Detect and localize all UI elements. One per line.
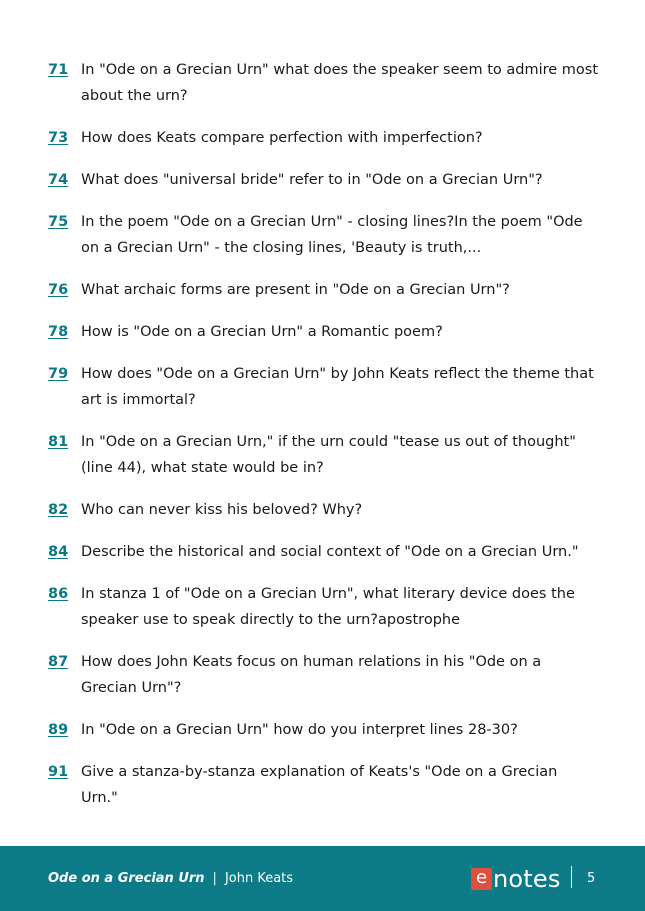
question-number-link[interactable]: 91 xyxy=(48,764,69,780)
question-text: In stanza 1 of "Ode on a Grecian Urn", what literary device does the speaker use to speak directly to the urn?apostrophe xyxy=(81,586,575,628)
question-item xyxy=(48,539,598,565)
question-number-link[interactable]: 82 xyxy=(48,502,69,518)
question-number-link[interactable]: 71 xyxy=(48,62,69,78)
question-number-link[interactable]: 81 xyxy=(48,434,69,450)
question-number-link[interactable]: 73 xyxy=(48,130,69,146)
question-number-link[interactable]: 76 xyxy=(48,282,69,298)
question-item xyxy=(48,581,598,633)
question-text: In "Ode on a Grecian Urn" what does the speaker seem to admire most about the urn? xyxy=(81,62,599,104)
question-item xyxy=(48,209,598,261)
question-text: What does "universal bride" refer to in "Ode on a Grecian Urn"? xyxy=(81,172,543,188)
question-item xyxy=(48,759,598,811)
enotes-logo-wordmark: notes xyxy=(493,864,561,893)
footer-author: John Keats xyxy=(224,871,294,886)
footer-work-title: Ode on a Grecian Urn xyxy=(48,871,205,886)
question-item xyxy=(48,125,598,151)
question-number-link[interactable]: 79 xyxy=(48,366,69,382)
question-text: How does John Keats focus on human relations in his "Ode on a Grecian Urn"? xyxy=(81,654,542,696)
question-item xyxy=(48,717,598,743)
question-number-link[interactable]: 89 xyxy=(48,722,69,738)
question-item xyxy=(48,319,598,345)
question-text: In "Ode on a Grecian Urn" how do you interpret lines 28-30? xyxy=(81,722,518,738)
question-item xyxy=(48,649,598,701)
question-text: In the poem "Ode on a Grecian Urn" - closing lines?In the poem "Ode on a Grecian Urn" - the closing lines, 'Beauty is truth,... xyxy=(81,214,583,256)
question-item xyxy=(48,57,598,109)
question-item xyxy=(48,167,598,193)
question-list xyxy=(48,57,598,827)
question-number-link[interactable]: 86 xyxy=(48,586,69,602)
question-number-link[interactable]: 74 xyxy=(48,172,69,188)
question-number-link[interactable]: 78 xyxy=(48,324,69,340)
footer-divider xyxy=(571,866,572,888)
question-text: Give a stanza-by-stanza explanation of Keats's "Ode on a Grecian Urn." xyxy=(81,764,558,806)
question-item xyxy=(48,497,598,523)
question-text: How does "Ode on a Grecian Urn" by John Keats reflect the theme that art is immortal? xyxy=(81,366,594,408)
question-number-link[interactable]: 75 xyxy=(48,214,69,230)
question-text: What archaic forms are present in "Ode on a Grecian Urn"? xyxy=(81,282,510,298)
question-text: In "Ode on a Grecian Urn," if the urn could "tease us out of thought" (line 44), what state would be in? xyxy=(81,434,576,476)
question-item xyxy=(48,277,598,303)
enotes-logo-letter: e xyxy=(471,868,492,890)
page-footer xyxy=(0,846,645,911)
question-number-link[interactable]: 84 xyxy=(48,544,69,560)
enotes-logo[interactable] xyxy=(471,846,561,911)
footer-separator: | xyxy=(212,871,217,886)
question-text: How is "Ode on a Grecian Urn" a Romantic poem? xyxy=(81,324,443,340)
question-item xyxy=(48,361,598,413)
question-text: Who can never kiss his beloved? Why? xyxy=(81,502,363,518)
footer-citation xyxy=(48,846,293,911)
question-text: How does Keats compare perfection with imperfection? xyxy=(81,130,483,146)
page-number: 5 xyxy=(587,871,596,886)
question-text: Describe the historical and social context of "Ode on a Grecian Urn." xyxy=(81,544,579,560)
question-number-link[interactable]: 87 xyxy=(48,654,69,670)
question-item xyxy=(48,429,598,481)
